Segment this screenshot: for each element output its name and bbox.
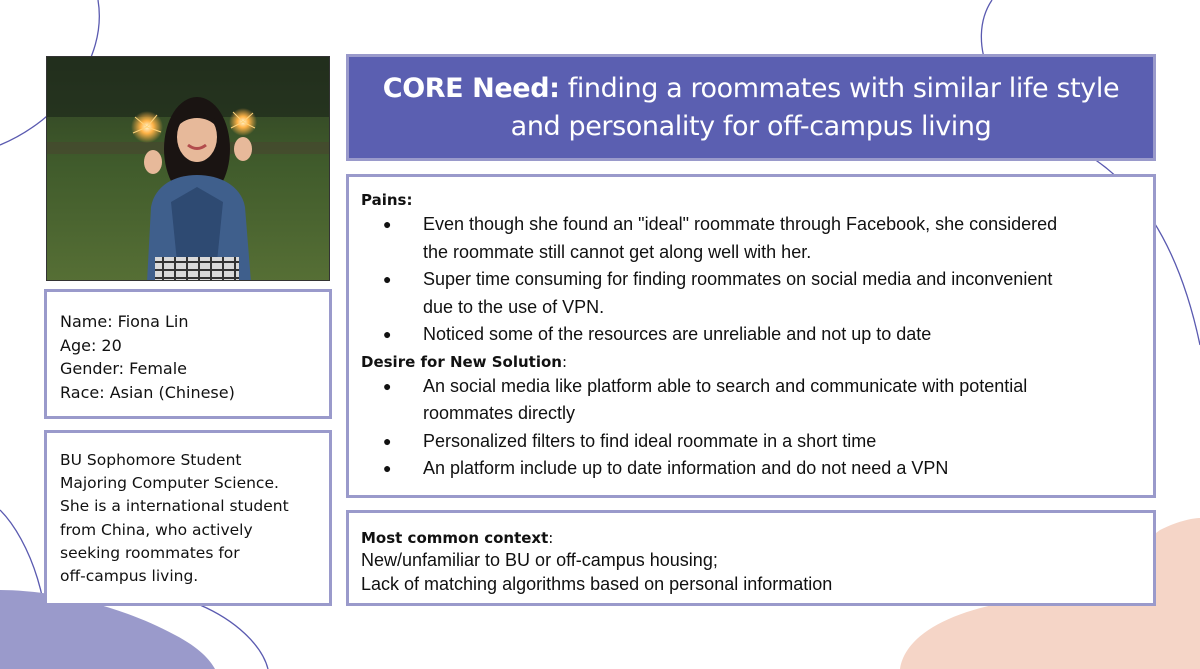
bio-line: off-campus living.	[60, 567, 199, 586]
decor-line-bottom	[200, 605, 268, 669]
desire-item-line: An platform include up to date information and do not need a VPN	[423, 458, 949, 478]
profile-info-card	[44, 289, 332, 419]
context-line: Lack of matching algorithms based on personal information	[361, 573, 833, 594]
bullet-icon: ●	[383, 216, 392, 232]
bullet-icon: ●	[383, 326, 392, 342]
pains-desire-card	[346, 174, 1156, 498]
context-heading-text: Most common context	[361, 529, 549, 547]
profile-gender: Gender: Female	[60, 359, 188, 378]
bullet-icon: ●	[383, 271, 392, 287]
bullet-icon: ●	[383, 377, 392, 394]
core-need-text	[365, 70, 1137, 146]
pain-item-line: the roommate still cannot get along well with her.	[423, 241, 812, 262]
bio-line: Majoring Computer Science.	[60, 474, 279, 493]
pain-item-line: Noticed some of the resources are unreliable and not up to date	[423, 324, 932, 344]
bullet-icon: ●	[383, 460, 392, 476]
context-heading	[361, 527, 1141, 549]
pains-list	[361, 211, 1141, 349]
context-card	[346, 510, 1156, 606]
list-item	[361, 428, 1141, 456]
core-need-label: CORE Need:	[382, 72, 560, 104]
context-line: New/unfamiliar to BU or off-campus housing;	[361, 550, 718, 570]
desire-heading-text: Desire for New Solution	[361, 352, 562, 371]
bio-text	[60, 449, 317, 588]
list-item	[361, 455, 1141, 483]
core-need-banner	[346, 54, 1156, 161]
decor-line-left	[0, 510, 47, 669]
pain-item-line: Super time consuming for finding roommates on social media and inconvenient	[423, 269, 1053, 289]
desire-list	[361, 373, 1141, 483]
list-item	[361, 321, 1141, 349]
core-need-description: finding a roommates with similar life style and personality for off-campus living	[510, 72, 1120, 142]
portrait-photo	[46, 56, 330, 281]
bio-line: BU Sophomore Student	[60, 451, 242, 469]
context-heading-colon: :	[548, 529, 554, 547]
desire-item-line: roommates directly	[423, 403, 576, 423]
list-item	[361, 373, 1141, 428]
profile-name: Name: Fiona Lin	[60, 312, 189, 331]
bio-line: She is a international student	[60, 497, 289, 516]
profile-age: Age: 20	[60, 335, 122, 355]
desire-item-line: Personalized filters to find ideal roommate in a short time	[423, 430, 877, 451]
pain-item-line: due to the use of VPN.	[423, 296, 605, 317]
bio-card	[44, 430, 332, 606]
list-item	[361, 211, 1141, 266]
pain-item-line: Even though she found an "ideal" roommate through Facebook, she considered	[423, 214, 1058, 234]
pains-heading: Pains:	[361, 191, 413, 209]
desire-item-line: An social media like platform able to search and communicate with potential	[423, 375, 1028, 396]
bio-line: seeking roommates for	[60, 543, 240, 562]
desire-heading	[361, 351, 1141, 373]
bio-line: from China, who actively	[60, 520, 253, 539]
desire-heading-colon: :	[561, 352, 568, 371]
bullet-icon: ●	[383, 432, 392, 449]
profile-race: Race: Asian (Chinese)	[60, 382, 235, 402]
list-item	[361, 266, 1141, 321]
